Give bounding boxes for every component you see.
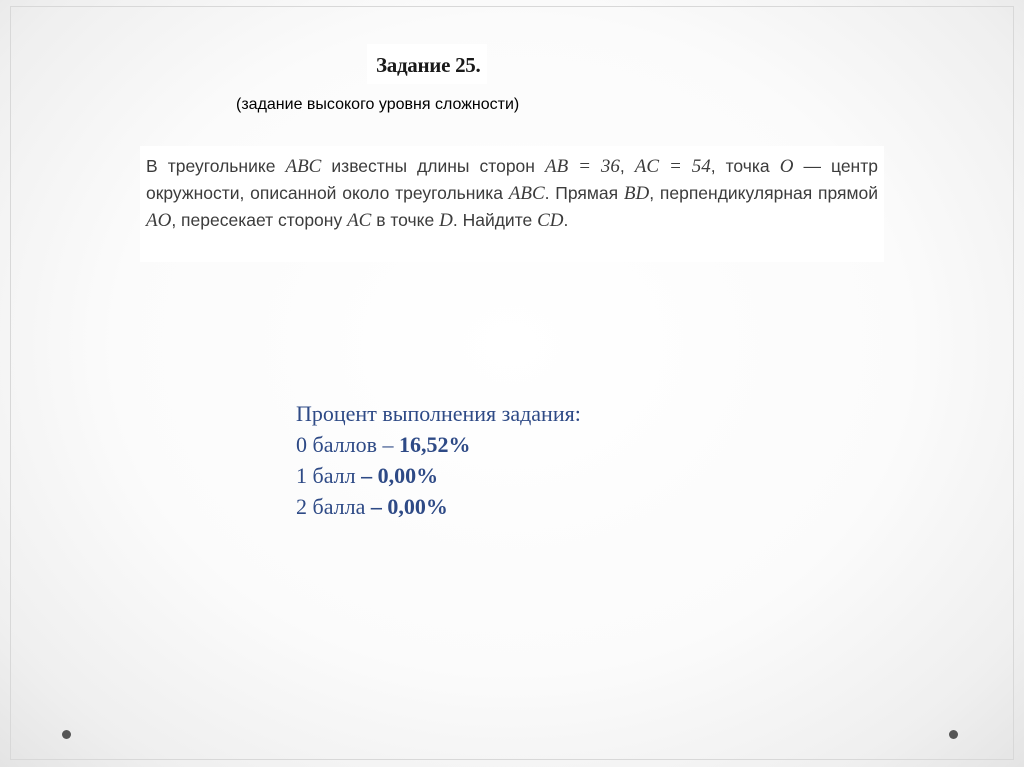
problem-text-run: в точке (371, 210, 440, 230)
problem-text-run: известны длины сторон (321, 156, 545, 176)
math-expression: ABC (285, 156, 322, 177)
stats-row-label: 0 баллов (296, 432, 377, 457)
problem-statement (146, 153, 878, 234)
stats-row-value: 16,52% (399, 432, 471, 457)
problem-text-run: — центр окружности, описанной около треугольника (146, 156, 878, 203)
problem-text-run: . (563, 210, 569, 230)
problem-text-run: , (619, 156, 635, 176)
stats-row-separator: – (365, 494, 388, 519)
math-expression: AB = 36 (545, 156, 620, 177)
math-expression: AC = 54 (634, 156, 711, 177)
stats-row-separator: – (377, 432, 399, 457)
problem-text-run: В треугольнике (146, 156, 286, 176)
task-title: Задание 25. (376, 53, 481, 77)
math-expression: O (779, 156, 794, 177)
math-expression: AO (146, 210, 172, 231)
math-expression: CD (537, 210, 564, 231)
math-expression: AC (347, 210, 372, 231)
problem-text-run: , пересекает сторону (171, 210, 348, 230)
slide-frame (10, 6, 1014, 760)
stats-row-separator: – (355, 463, 378, 488)
math-expression: D (439, 210, 453, 231)
stats-heading: Процент выполнения задания: (296, 401, 581, 426)
corner-dot-left (62, 730, 71, 739)
task-difficulty-subtitle: (задание высокого уровня сложности) (236, 96, 520, 113)
completion-stats (296, 398, 581, 522)
stats-row (296, 429, 581, 460)
math-expression: ABC (508, 183, 545, 204)
corner-dot-right (949, 730, 958, 739)
stats-row-label: 2 балла (296, 494, 366, 519)
math-expression: BD (623, 183, 650, 204)
problem-text-run: , точка (710, 156, 780, 176)
stats-row (296, 460, 581, 491)
problem-text-run: . Найдите (452, 210, 538, 230)
stats-row-label: 1 балл (296, 463, 356, 488)
stats-row (296, 491, 581, 522)
problem-text-run: . Прямая (544, 183, 624, 203)
stats-row-value: 0,00% (387, 494, 448, 519)
problem-text-run: , перпендикулярная прямой (649, 183, 878, 203)
stats-row-value: 0,00% (377, 463, 439, 488)
